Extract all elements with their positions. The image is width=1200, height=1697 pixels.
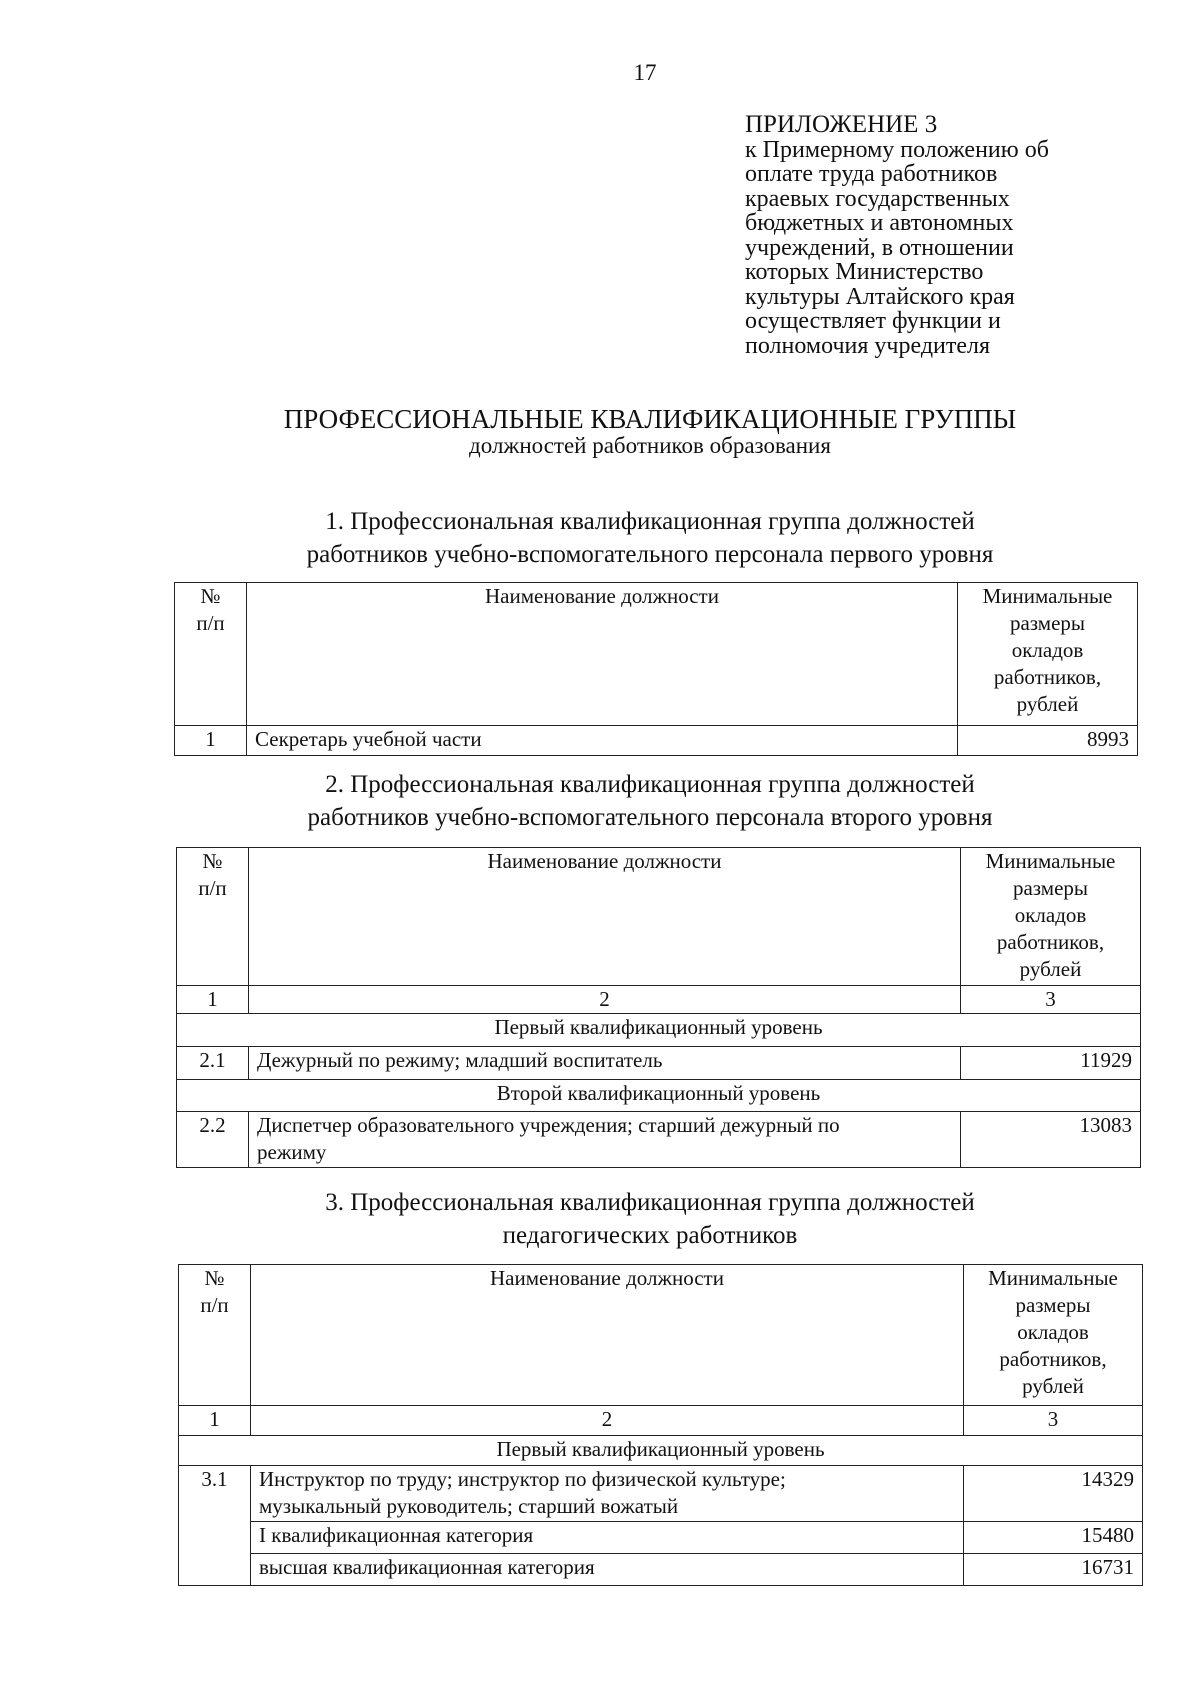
- row-num: 3.1: [179, 1466, 251, 1586]
- section-2-title: [0, 768, 1200, 834]
- header-salary-cell: [958, 583, 1138, 726]
- appendix-line: осуществляет функции и: [745, 308, 1001, 334]
- row-position-line: музыкальный руководитель; старший вожатый: [259, 1494, 679, 1518]
- header-salary-line: работников,: [999, 1347, 1107, 1371]
- row-position: Секретарь учебной части: [247, 726, 958, 756]
- appendix-block: [745, 113, 1145, 358]
- header-salary-line: рублей: [1022, 1374, 1084, 1398]
- level-row: [177, 1014, 1141, 1047]
- section-3-title: [0, 1186, 1200, 1252]
- header-salary-line: окладов: [1011, 638, 1084, 662]
- table-row: [179, 1466, 1143, 1522]
- header-salary-line: размеры: [1009, 611, 1086, 635]
- table-header-row: [179, 1265, 1143, 1406]
- header-num-cell: [177, 848, 249, 986]
- appendix-line: к Примерному положению об: [745, 136, 1049, 163]
- qualification-level: Второй квалификационный уровень: [177, 1080, 1141, 1112]
- row-salary: 14329: [964, 1466, 1143, 1522]
- column-number: 3: [961, 986, 1141, 1014]
- level-row: [179, 1436, 1143, 1466]
- header-salary-line: окладов: [1014, 903, 1087, 927]
- row-position: [249, 1112, 961, 1168]
- appendix-line: которых Министерство: [745, 259, 984, 285]
- category-name: I квалификационная категория: [251, 1522, 964, 1554]
- appendix-line: краевых государственных: [745, 185, 1010, 212]
- header-name-cell: Наименование должности: [249, 848, 961, 986]
- header-name-cell: Наименование должности: [247, 583, 958, 726]
- table-group-1: [174, 582, 1138, 756]
- row-position-line: Инструктор по труду; инструктор по физической культуре;: [259, 1467, 786, 1491]
- column-number: 1: [179, 1406, 251, 1436]
- row-num: 2.2: [177, 1112, 249, 1168]
- table-header-row: [177, 848, 1141, 986]
- document-title: ПРОФЕССИОНАЛЬНЫЕ КВАЛИФИКАЦИОННЫЕ ГРУППЫ: [283, 404, 1017, 434]
- row-num: 1: [175, 726, 247, 756]
- section-title-line: 2. Профессиональная квалификационная группа должностей: [325, 771, 975, 798]
- header-num-symbol: №: [202, 849, 223, 873]
- column-number: 1: [177, 986, 249, 1014]
- table-row: [177, 1112, 1141, 1168]
- header-salary-line: размеры: [1012, 876, 1089, 900]
- category-salary: 16731: [964, 1554, 1143, 1586]
- row-num: 2.1: [177, 1047, 249, 1080]
- section-title-line: педагогических работников: [502, 1222, 798, 1249]
- appendix-line: культуры Алтайского края: [745, 283, 1015, 310]
- qualification-level: Первый квалификационный уровень: [177, 1014, 1141, 1047]
- column-number-row: [179, 1406, 1143, 1436]
- appendix-heading: ПРИЛОЖЕНИЕ 3: [745, 111, 938, 138]
- header-name-cell: Наименование должности: [251, 1265, 964, 1406]
- header-salary-line: рублей: [1016, 692, 1079, 716]
- column-number: 2: [251, 1406, 964, 1436]
- section-title-line: 1. Профессиональная квалификационная группа должностей: [325, 508, 975, 535]
- section-title-line: работников учебно-вспомогательного персонала первого уровня: [306, 541, 994, 568]
- row-position-line: режиму: [257, 1140, 327, 1164]
- header-num-symbol: №: [200, 584, 221, 608]
- header-salary-line: работников,: [993, 665, 1102, 689]
- header-salary-line: окладов: [1017, 1320, 1089, 1344]
- level-row: [177, 1080, 1141, 1112]
- category-row: [179, 1522, 1143, 1554]
- header-salary-line: работников,: [996, 930, 1105, 954]
- column-number: 3: [964, 1406, 1143, 1436]
- header-salary-line: Минимальные: [988, 1266, 1118, 1290]
- table-group-3: [178, 1264, 1143, 1586]
- appendix-line: бюджетных и автономных: [745, 210, 1014, 236]
- row-salary: 8993: [958, 726, 1138, 756]
- header-num-cell: [175, 583, 247, 726]
- category-row: [179, 1554, 1143, 1586]
- header-num-abbr: п/п: [200, 1293, 229, 1317]
- row-salary: 13083: [961, 1112, 1141, 1168]
- category-name: высшая квалификационная категория: [251, 1554, 964, 1586]
- table-row: [177, 1047, 1141, 1080]
- row-position: Дежурный по режиму; младший воспитатель: [249, 1047, 961, 1080]
- header-salary-line: Минимальные: [982, 584, 1113, 608]
- header-salary-cell: [961, 848, 1141, 986]
- section-title-line: работников учебно-вспомогательного персонала второго уровня: [307, 804, 993, 831]
- header-num-symbol: №: [204, 1266, 225, 1290]
- row-position-line: Диспетчер образовательного учреждения; старший дежурный по: [257, 1113, 840, 1137]
- table-group-2: [176, 847, 1141, 1168]
- appendix-line: полномочия учредителя: [745, 332, 991, 359]
- column-number: 2: [249, 986, 961, 1014]
- header-salary-cell: [964, 1265, 1143, 1406]
- header-num-abbr: п/п: [198, 876, 227, 900]
- appendix-line: оплате труда работников: [745, 161, 998, 187]
- column-number-row: [177, 986, 1141, 1014]
- document-subtitle: должностей работников образования: [469, 433, 831, 458]
- appendix-line: учреждений, в отношении: [745, 234, 1014, 261]
- section-1-title: [0, 505, 1200, 571]
- row-position: [251, 1466, 964, 1522]
- header-num-abbr: п/п: [196, 611, 225, 635]
- qualification-level: Первый квалификационный уровень: [179, 1436, 1143, 1466]
- header-salary-line: Минимальные: [985, 849, 1116, 873]
- header-salary-line: рублей: [1019, 957, 1082, 981]
- table-header-row: [175, 583, 1138, 726]
- header-salary-line: размеры: [1015, 1293, 1091, 1317]
- category-salary: 15480: [964, 1522, 1143, 1554]
- section-title-line: 3. Профессиональная квалификационная группа должностей: [325, 1189, 975, 1216]
- page-number: 17: [633, 60, 657, 85]
- header-num-cell: [179, 1265, 251, 1406]
- table-row: [175, 726, 1138, 756]
- row-salary: 11929: [961, 1047, 1141, 1080]
